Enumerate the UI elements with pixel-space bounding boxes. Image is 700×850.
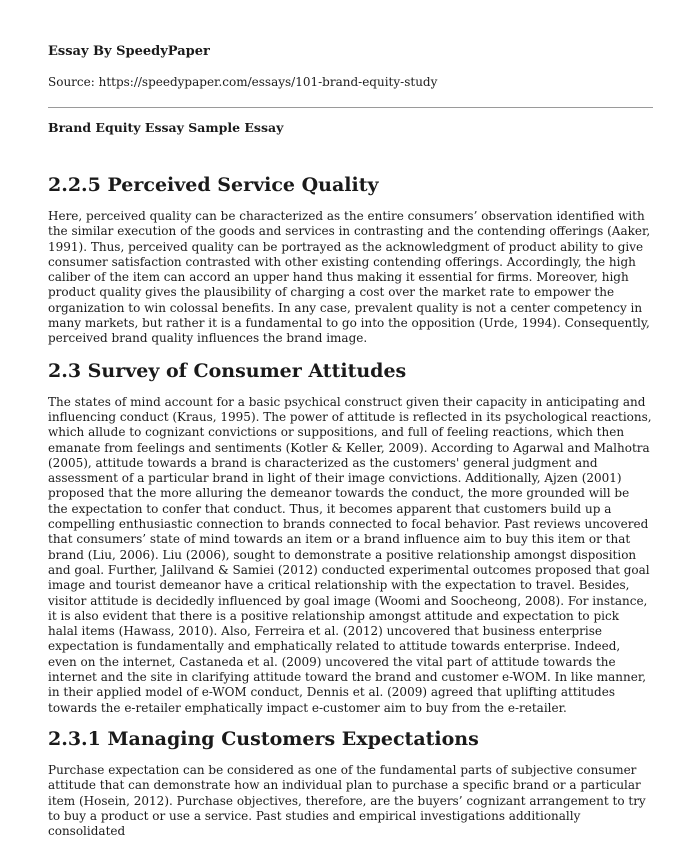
source-line: Source: https://speedypaper.com/essays/101-brand-equity-study [48, 75, 438, 89]
essay-title: Brand Equity Essay Sample Essay [48, 120, 284, 135]
section-heading: 2.3.1 Managing Customers Expectations [48, 727, 479, 750]
header-divider [48, 107, 653, 108]
section-heading: 2.2.5 Perceived Service Quality [48, 174, 379, 196]
section-paragraph: Purchase expectation can be considered as one of the fundamental parts of subjective consumer attitude that can demonstrate how an individual plan to purchase a specific brand or a particular item (Hosein, 2012). Purchase objectives, therefore, are the buyers’ cognizant arrangement to try to buy a product or use a service. Past studies and empirical investigations additionally consolidated [48, 762, 646, 839]
section-perceived-service-quality [48, 173, 652, 347]
section-managing-expectations [48, 727, 652, 839]
section-heading: 2.3 Survey of Consumer Attitudes [48, 359, 407, 382]
brand-line: Essay By SpeedyPaper [48, 44, 210, 59]
document-header [48, 0, 652, 135]
section-paragraph: The states of mind account for a basic psychical construct given their capacity in anticipating and influencing conduct (Kraus, 1995). The power of attitude is reflected in its psychological reactions, which allude to cognizant convictions or suppositions, and full of feeling reactions, which then emanate from feelings and sentiments (Kotler & Keller, 2009). According to Agarwal and Malhotra (2005), attitude towards a brand is characterized as the customers' general judgment and assessment of a particular brand in light of their image convictions. Additionally, Ajzen (2001) proposed that the more alluring the demeanor towards the conduct, the more grounded will be the expectation to confer that conduct. Thus, it becomes apparent that customers build up a compelling enthusiastic connection to brands connected to focal behavior. Past reviews uncovered that consumers’ state of mind towards an item or a brand influence aim to buy this item or that brand (Liu, 2006). Liu (2006), sought to demonstrate a positive relationship amongst disposition and goal. Further, Jalilvand & Samiei (2012) conducted experimental outcomes proposed that goal image and tourist demeanor have a critical relationship with the expectation to travel. Besides, visitor attitude is decidedly influenced by goal image (Woomi and Soocheong, 2008). For instance, it is also evident that there is a positive relationship amongst attitude and expectation to pick halal items (Hawass, 2010). Also, Ferreira et al. (2012) uncovered that business enterprise expectation is fundamentally and emphatically related to attitude towards enterprise. Indeed, even on the internet, Castaneda et al. (2009) uncovered the vital part of attitude towards the internet and the site in clarifying attitude toward the brand and customer e-WOM. In like manner, in their applied model of e-WOM conduct, Dennis et al. (2009) agreed that uplifting attitudes towards the e-retailer emphatically impact e-customer aim to buy from the e-retailer. [48, 394, 652, 715]
section-survey-consumer-attitudes [48, 359, 652, 716]
section-paragraph: Here, perceived quality can be characterized as the entire consumers’ observation identified with the similar execution of the goods and services in contrasting and the contending offerings (Aaker, 1991). Thus, perceived quality can be portrayed as the acknowledgment of product ability to give consumer satisfaction contrasted with other existing contending offerings. Accordingly, the high caliber of the item can accord an upper hand thus making it essential for firms. Moreover, high product quality gives the plausibility of charging a cost over the market rate to empower the organization to win colossal benefits. In any case, prevalent quality is not a center competency in many markets, but rather it is a fundamental to go into the opposition (Urde, 1994). Consequently, perceived brand quality influences the brand image. [48, 209, 651, 346]
